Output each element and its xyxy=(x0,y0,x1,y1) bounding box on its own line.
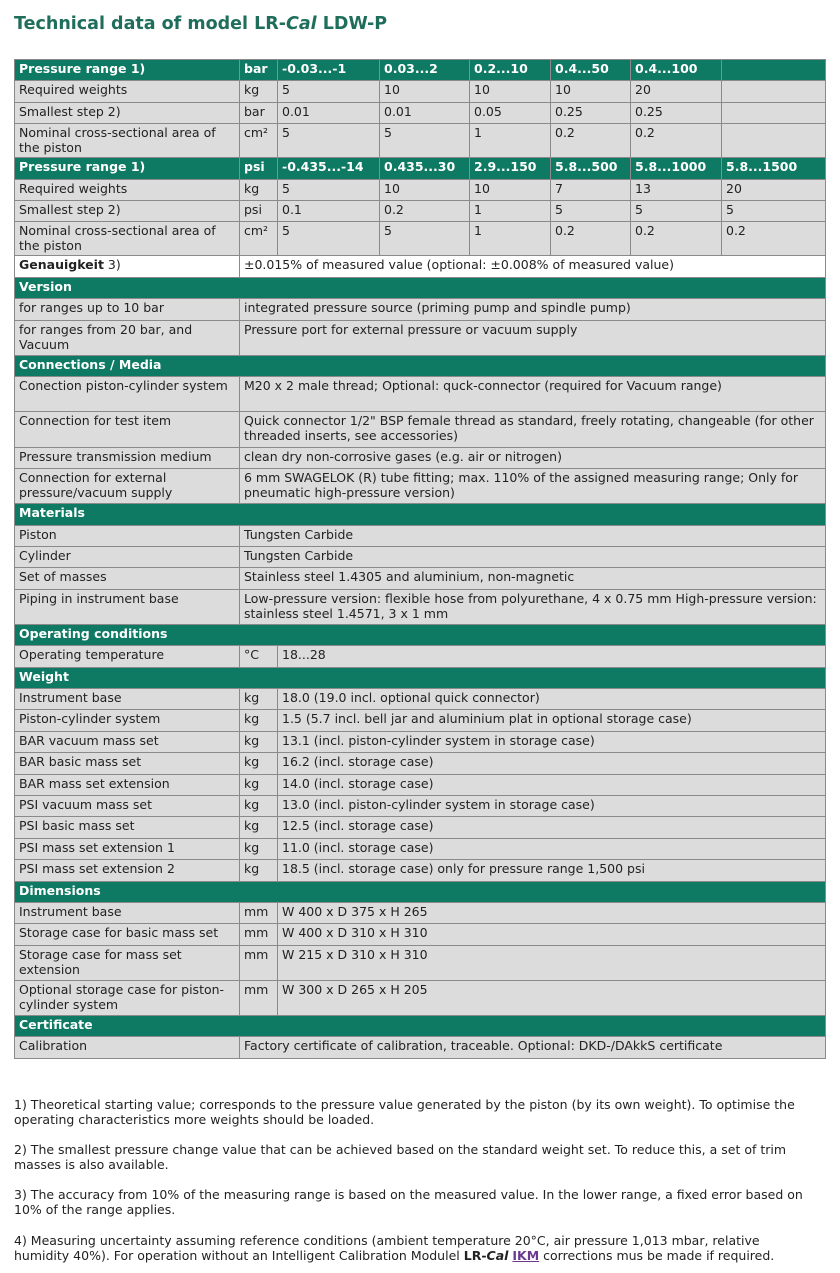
value-cell: M20 x 2 male thread; Optional: quck-connector (required for Vacuum range) xyxy=(240,376,826,411)
row-label: Set of masses xyxy=(15,568,240,589)
row-label: Cylinder xyxy=(15,547,240,568)
value-cell: Pressure port for external pressure or vacuum supply xyxy=(240,320,826,355)
value-cell: 13.0 (incl. piston-cylinder system in storage case) xyxy=(278,795,826,816)
header-cell: 0.2...10 xyxy=(470,60,551,81)
unit-cell: kg xyxy=(240,689,278,710)
value-cell: 0.01 xyxy=(380,102,470,123)
value-cell: 5 xyxy=(551,200,631,221)
unit-cell: mm xyxy=(240,902,278,923)
row-label: PSI mass set extension 2 xyxy=(15,860,240,881)
value-cell: 0.2 xyxy=(631,124,722,158)
unit-cell: kg xyxy=(240,774,278,795)
value-cell: 5 xyxy=(278,179,380,200)
row-label: BAR mass set extension xyxy=(15,774,240,795)
value-cell: 6 mm SWAGELOK (R) tube fitting; max. 110% of the assigned measuring range; Only for pneumatic high-pressure version) xyxy=(240,469,826,504)
table-row xyxy=(15,710,826,731)
row-label: Genauigkeit 3) xyxy=(15,256,240,277)
section-title: Dimensions xyxy=(15,881,826,902)
table-row xyxy=(15,568,826,589)
header-cell: 5.8...1500 xyxy=(722,158,826,179)
table-row xyxy=(15,525,826,546)
unit-cell: kg xyxy=(240,795,278,816)
value-cell: 14.0 (incl. storage case) xyxy=(278,774,826,795)
row-label: for ranges from 20 bar, and Vacuum xyxy=(15,320,240,355)
header-cell: 2.9...150 xyxy=(470,158,551,179)
footnote-1: 1) Theoretical starting value; corresponds to the pressure value generated by the piston (by its own weight). To optimise the operating characteristics more weights should be loaded. xyxy=(14,1097,795,1127)
unit-cell: °C xyxy=(240,646,278,667)
header-cell: -0.03...-1 xyxy=(278,60,380,81)
value-cell: 20 xyxy=(631,81,722,102)
pressure-range-header xyxy=(15,60,826,81)
section-title: Version xyxy=(15,277,826,298)
table-row xyxy=(15,124,826,158)
footnote-2: 2) The smallest pressure change value that can be achieved based on the standard weight set. To reduce this, a set of trim masses is also available. xyxy=(14,1142,787,1172)
unit-cell: kg xyxy=(240,731,278,752)
page-title: Technical data of model LR-Cal LDW-P xyxy=(14,14,388,34)
value-cell: cm² xyxy=(240,222,278,256)
section-header xyxy=(15,667,826,688)
unit-cell: mm xyxy=(240,945,278,980)
table-row xyxy=(15,179,826,200)
table-row xyxy=(15,547,826,568)
row-label: PSI vacuum mass set xyxy=(15,795,240,816)
value-cell xyxy=(722,124,826,158)
value-cell: 1 xyxy=(470,200,551,221)
table-row xyxy=(15,200,826,221)
table-row xyxy=(15,774,826,795)
table-row xyxy=(15,447,826,468)
value-cell: 0.2 xyxy=(631,222,722,256)
row-label: Smallest step 2) xyxy=(15,102,240,123)
value-cell: 5 xyxy=(278,222,380,256)
value-cell: 10 xyxy=(551,81,631,102)
unit-cell: kg xyxy=(240,753,278,774)
row-label: BAR vacuum mass set xyxy=(15,731,240,752)
section-header xyxy=(15,881,826,902)
row-label: PSI basic mass set xyxy=(15,817,240,838)
table-row xyxy=(15,753,826,774)
header-cell: 0.4...50 xyxy=(551,60,631,81)
section-title: Operating conditions xyxy=(15,624,826,645)
section-title: Materials xyxy=(15,504,826,525)
table-row xyxy=(15,411,826,447)
row-label: Smallest step 2) xyxy=(15,200,240,221)
pressure-range-header xyxy=(15,158,826,179)
row-label: Pressure range 1) xyxy=(15,60,240,81)
value-cell: 20 xyxy=(722,179,826,200)
section-header xyxy=(15,277,826,298)
unit-cell: kg xyxy=(240,860,278,881)
table-row xyxy=(15,689,826,710)
value-cell: Stainless steel 1.4305 and aluminium, non-magnetic xyxy=(240,568,826,589)
value-cell: 10 xyxy=(470,179,551,200)
value-cell xyxy=(722,81,826,102)
value-cell: 7 xyxy=(551,179,631,200)
footnote-4: 4) Measuring uncertainty assuming reference conditions (ambient temperature 20°C, air pressure 1,013 mbar, relative humidity 40%). For operation without an Intelligent Calibration Modulel LR-Cal IKM corrections mus be made if required. xyxy=(14,1233,775,1263)
row-label: Nominal cross-sectional area of the piston xyxy=(15,222,240,256)
value-cell: 12.5 (incl. storage case) xyxy=(278,817,826,838)
table-row xyxy=(15,1037,826,1058)
value-cell: 18.5 (incl. storage case) only for pressure range 1,500 psi xyxy=(278,860,826,881)
table-row xyxy=(15,376,826,411)
header-cell: 0.03...2 xyxy=(380,60,470,81)
unit-cell: mm xyxy=(240,924,278,945)
row-label: Pressure range 1) xyxy=(15,158,240,179)
value-cell: 0.01 xyxy=(278,102,380,123)
header-cell: 5.8...500 xyxy=(551,158,631,179)
value-cell: 13 xyxy=(631,179,722,200)
value-cell: 5 xyxy=(380,124,470,158)
value-cell: Low-pressure version: flexible hose from polyurethane, 4 x 0.75 mm High-pressure version: stainless steel 1.4571, 3 x 1 mm xyxy=(240,589,826,624)
unit-cell: kg xyxy=(240,817,278,838)
table-row xyxy=(15,795,826,816)
table-row xyxy=(15,222,826,256)
table-row xyxy=(15,731,826,752)
header-cell: bar xyxy=(240,60,278,81)
row-label: Instrument base xyxy=(15,902,240,923)
value-cell: 5 xyxy=(631,200,722,221)
value-cell: Factory certificate of calibration, traceable. Optional: DKD-/DAkkS certificate xyxy=(240,1037,826,1058)
value-cell: 0.25 xyxy=(551,102,631,123)
value-cell: kg xyxy=(240,81,278,102)
value-cell: bar xyxy=(240,102,278,123)
unit-cell: mm xyxy=(240,980,278,1015)
value-cell: 1 xyxy=(470,222,551,256)
header-cell: 0.435...30 xyxy=(380,158,470,179)
row-label: Storage case for basic mass set xyxy=(15,924,240,945)
row-label: Instrument base xyxy=(15,689,240,710)
value-cell: 18.0 (19.0 incl. optional quick connector) xyxy=(278,689,826,710)
value-cell: W 215 x D 310 x H 310 xyxy=(278,945,826,980)
value-cell xyxy=(722,102,826,123)
value-cell: psi xyxy=(240,200,278,221)
table-row xyxy=(15,320,826,355)
table-row xyxy=(15,81,826,102)
row-label: Conection piston-cylinder system xyxy=(15,376,240,411)
row-label: Calibration xyxy=(15,1037,240,1058)
value-cell: 16.2 (incl. storage case) xyxy=(278,753,826,774)
value-cell: 11.0 (incl. storage case) xyxy=(278,838,826,859)
table-row xyxy=(15,902,826,923)
section-title: Weight xyxy=(15,667,826,688)
table-row xyxy=(15,589,826,624)
value-cell: 0.25 xyxy=(631,102,722,123)
row-label: Storage case for mass set extension xyxy=(15,945,240,980)
section-header xyxy=(15,624,826,645)
table-row xyxy=(15,945,826,980)
table-row xyxy=(15,924,826,945)
value-cell: ±0.015% of measured value (optional: ±0.008% of measured value) xyxy=(240,256,826,277)
value-cell: Quick connector 1/2" BSP female thread as standard, freely rotating, changeable (for other threaded inserts, see accessories) xyxy=(240,411,826,447)
table-row xyxy=(15,299,826,320)
table-row xyxy=(15,646,826,667)
row-label: Piping in instrument base xyxy=(15,589,240,624)
value-cell: clean dry non-corrosive gases (e.g. air or nitrogen) xyxy=(240,447,826,468)
row-label: Piston xyxy=(15,525,240,546)
section-title: Connections / Media xyxy=(15,355,826,376)
row-label: Required weights xyxy=(15,81,240,102)
row-label: Connection for test item xyxy=(15,411,240,447)
value-cell: W 300 x D 265 x H 205 xyxy=(278,980,826,1015)
section-title: Certificate xyxy=(15,1015,826,1036)
value-cell: 10 xyxy=(470,81,551,102)
header-cell xyxy=(722,60,826,81)
value-cell: 0.05 xyxy=(470,102,551,123)
section-header xyxy=(15,1015,826,1036)
value-cell: 5 xyxy=(722,200,826,221)
section-header xyxy=(15,355,826,376)
ikm-link[interactable]: IKM xyxy=(512,1248,540,1263)
value-cell: 0.1 xyxy=(278,200,380,221)
header-cell: 0.4...100 xyxy=(631,60,722,81)
value-cell: 5 xyxy=(278,81,380,102)
table-row xyxy=(15,469,826,504)
value-cell: 10 xyxy=(380,179,470,200)
table-row xyxy=(15,817,826,838)
header-cell: -0.435...-14 xyxy=(278,158,380,179)
row-label: Piston-cylinder system xyxy=(15,710,240,731)
value-cell: integrated pressure source (priming pump and spindle pump) xyxy=(240,299,826,320)
unit-cell: kg xyxy=(240,710,278,731)
table-row xyxy=(15,980,826,1015)
row-label: PSI mass set extension 1 xyxy=(15,838,240,859)
unit-cell: kg xyxy=(240,838,278,859)
header-cell: psi xyxy=(240,158,278,179)
value-cell: 1 xyxy=(470,124,551,158)
row-label: Required weights xyxy=(15,179,240,200)
accuracy-row xyxy=(15,256,826,277)
value-cell: kg xyxy=(240,179,278,200)
row-label: Connection for external pressure/vacuum supply xyxy=(15,469,240,504)
value-cell: 1.5 (5.7 incl. bell jar and aluminium plat in optional storage case) xyxy=(278,710,826,731)
value-cell: 0.2 xyxy=(722,222,826,256)
value-cell: 5 xyxy=(278,124,380,158)
row-label: Optional storage case for piston-cylinder system xyxy=(15,980,240,1015)
value-cell: 18...28 xyxy=(278,646,826,667)
row-label: Operating temperature xyxy=(15,646,240,667)
value-cell: 0.2 xyxy=(380,200,470,221)
section-header xyxy=(15,504,826,525)
row-label: BAR basic mass set xyxy=(15,753,240,774)
table-row xyxy=(15,102,826,123)
table-row xyxy=(15,838,826,859)
value-cell: Tungsten Carbide xyxy=(240,547,826,568)
value-cell: 13.1 (incl. piston-cylinder system in storage case) xyxy=(278,731,826,752)
row-label: Pressure transmission medium xyxy=(15,447,240,468)
row-label: Nominal cross-sectional area of the piston xyxy=(15,124,240,158)
value-cell: 0.2 xyxy=(551,222,631,256)
value-cell: W 400 x D 375 x H 265 xyxy=(278,902,826,923)
value-cell: 10 xyxy=(380,81,470,102)
row-label: for ranges up to 10 bar xyxy=(15,299,240,320)
footnote-3: 3) The accuracy from 10% of the measuring range is based on the measured value. In the lower range, a fixed error based on 10% of the range applies. xyxy=(14,1187,803,1217)
technical-data-table xyxy=(14,59,826,1059)
value-cell: Tungsten Carbide xyxy=(240,525,826,546)
header-cell: 5.8...1000 xyxy=(631,158,722,179)
value-cell: W 400 x D 310 x H 310 xyxy=(278,924,826,945)
value-cell: 0.2 xyxy=(551,124,631,158)
value-cell: 5 xyxy=(380,222,470,256)
table-row xyxy=(15,860,826,881)
value-cell: cm² xyxy=(240,124,278,158)
